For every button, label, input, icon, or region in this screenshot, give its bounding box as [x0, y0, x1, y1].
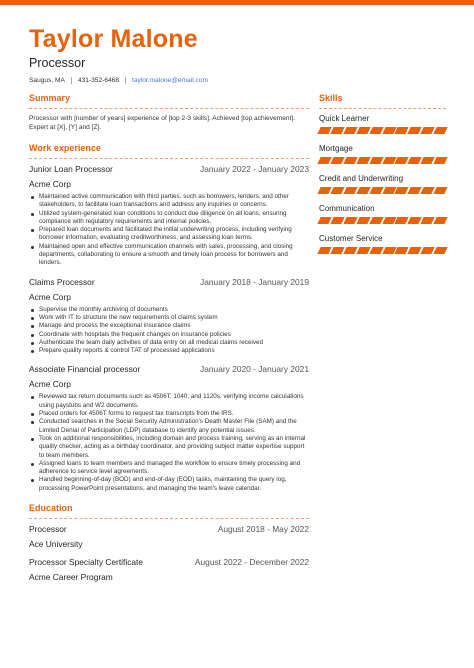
bullet-item: Assigned loans to team members and managed the workflow to ensure timely processing and adherence to service level agreements. — [29, 460, 309, 477]
skill-level-segment — [356, 187, 370, 194]
bullet-item: Manage and process the exceptional insurance claims — [29, 322, 309, 330]
bullet-item: Took on additional responsibilities, including domain and process training, serving as an internal quality checker, acting as a birthday coordinator, and providing subject matter expertise support to team members. — [29, 435, 309, 460]
skill-entry — [319, 234, 446, 254]
location-text: Saugus, MA — [29, 77, 65, 84]
skill-entry — [319, 114, 446, 134]
section-divider — [319, 108, 446, 109]
skill-level-segment — [330, 217, 344, 224]
side-column — [319, 92, 446, 264]
skill-level-segment — [356, 247, 370, 254]
job-bullets — [29, 306, 309, 356]
skill-entry — [319, 204, 446, 224]
email-link[interactable]: taylor.malone@email.com — [132, 77, 208, 84]
job-list — [29, 164, 309, 493]
summary-heading: Summary — [29, 93, 71, 103]
skills-heading: Skills — [319, 93, 343, 103]
bullet-item: Conducted searches in the Social Security Administration's Death Master File (SAM) and the Limited Denial of Participation (LDP) database to identify any potential issues. — [29, 418, 309, 435]
candidate-title: Processor — [29, 56, 86, 70]
skill-level-segment — [330, 187, 344, 194]
experience-heading: Work experience — [29, 143, 101, 153]
job-dates: January 2020 - January 2021 — [200, 364, 309, 375]
skill-level-segment — [330, 127, 344, 134]
job-dates: January 2018 - January 2019 — [200, 276, 309, 287]
job-header — [29, 364, 309, 375]
skill-level-segment — [356, 157, 370, 164]
skill-level-bar — [319, 217, 446, 224]
skill-level-segment — [434, 187, 448, 194]
bullet-item: Coordinate with hospitals the frequent changes on insurance policies — [29, 331, 309, 339]
skill-level-bar — [319, 127, 446, 134]
job-bullets — [29, 393, 309, 493]
education-entry — [29, 557, 309, 583]
summary-text: Processor with [number of years] experience of [top 2-3 skills]. Achieved [top achievement]. Expert at [X], [Y] and [Z]. — [29, 115, 296, 131]
skill-level-segment — [356, 217, 370, 224]
job-title: Claims Processor — [29, 276, 95, 287]
candidate-name: Taylor Malone — [29, 25, 198, 53]
job-entry — [29, 364, 309, 493]
skill-level-segment — [343, 157, 357, 164]
skills-section — [319, 92, 446, 254]
education-header — [29, 524, 309, 535]
job-company: Acme Corp — [29, 179, 71, 189]
job-entry — [29, 164, 309, 268]
skill-level-segment — [434, 127, 448, 134]
skill-entry — [319, 174, 446, 194]
bullet-item: Maintained open and effective communication channels with sales, processing, and closing departments, collaborating to ensure a smooth and timely loan process for borrowers and lenders. — [29, 243, 309, 268]
skill-level-segment — [343, 187, 357, 194]
phone-text: 431-352-6468 — [77, 77, 119, 84]
skill-level-segment — [369, 157, 383, 164]
skill-level-segment — [434, 247, 448, 254]
education-entry — [29, 524, 309, 550]
skill-level-segment — [330, 247, 344, 254]
skill-level-segment — [356, 127, 370, 134]
bullet-item: Reviewed tax return documents such as 4506T, 1040, and 1120s, verifying income calculations using paystubs and W2 documents. — [29, 393, 309, 410]
skill-level-segment — [434, 157, 448, 164]
job-title: Associate Financial processor — [29, 364, 141, 375]
skill-level-segment — [369, 187, 383, 194]
education-section — [29, 502, 309, 583]
bullet-item: Prepared loan documents and facilitated the initial underwriting process, including verifying borrower information, evaluating creditworthiness, and assessing loan terms. — [29, 226, 309, 243]
job-header — [29, 164, 309, 175]
education-degree: Processor Specialty Certificate — [29, 557, 144, 568]
skill-name: Credit and Underwriting — [319, 174, 404, 183]
job-bullets — [29, 193, 309, 268]
section-divider — [29, 518, 309, 519]
bullet-item: Prepare quality reports & control TAT of processed applications — [29, 347, 309, 355]
skill-name: Communication — [319, 204, 375, 213]
bullet-item: Placed orders for 4506T forms to request tax transcripts from the IRS. — [29, 410, 309, 418]
job-company: Acme Corp — [29, 291, 71, 302]
education-dates: August 2018 - May 2022 — [217, 524, 309, 535]
skill-level-segment — [369, 127, 383, 134]
skill-level-segment — [343, 127, 357, 134]
bullet-item: Maintained active communication with third parties, such as borrowers, lenders, and other stakeholders, to facilitate loan transactions and address any inquiries or concerns. — [29, 193, 309, 210]
skill-name: Quick Learner — [319, 114, 370, 123]
education-header — [29, 557, 309, 568]
education-heading: Education — [29, 503, 73, 514]
section-divider — [29, 158, 309, 159]
job-entry — [29, 277, 309, 356]
education-school: Acme Career Program — [29, 572, 113, 583]
skill-name: Mortgage — [319, 144, 353, 153]
experience-section — [29, 142, 309, 493]
skill-level-segment — [369, 217, 383, 224]
skill-entry — [319, 144, 446, 164]
contact-line — [29, 76, 449, 85]
skill-level-bar — [319, 157, 446, 164]
skill-level-segment — [343, 247, 357, 254]
skill-name: Customer Service — [319, 234, 383, 243]
bullet-item: Handled beginning-of-day (BOD) and end-of-day (EOD) tasks, maintaining the query log, processing PowerPoint presentations, and managing the team's leave calendar. — [29, 476, 309, 493]
bullet-item: Utilized system-generated loan conditions to conduct due diligence on all loans, ensuring compliance with regulatory requirements and internal policies. — [29, 210, 309, 227]
skill-list — [319, 114, 446, 254]
education-degree: Processor — [29, 524, 67, 535]
contact-divider — [71, 77, 72, 84]
contact-divider — [125, 77, 126, 84]
skill-level-segment — [434, 217, 448, 224]
bullet-item: Authenticate the team daily activities of data entry on all medical claims received — [29, 339, 309, 347]
skill-level-bar — [319, 247, 446, 254]
summary-section — [29, 92, 309, 132]
education-dates: August 2022 - December 2022 — [194, 557, 309, 568]
accent-top-bar — [0, 0, 474, 5]
job-title: Junior Loan Processor — [29, 164, 113, 174]
job-dates: January 2022 - January 2023 — [200, 164, 309, 174]
skill-level-segment — [369, 247, 383, 254]
job-header — [29, 277, 309, 288]
education-school: Ace University — [29, 539, 83, 550]
job-company: Acme Corp — [29, 379, 71, 390]
skill-level-segment — [343, 217, 357, 224]
resume-header — [29, 25, 449, 85]
main-column — [29, 92, 309, 590]
skill-level-bar — [319, 187, 446, 194]
bullet-item: Work with IT to structure the new requirements of claims system — [29, 314, 309, 322]
education-list — [29, 524, 309, 583]
skill-level-segment — [330, 157, 344, 164]
section-divider — [29, 108, 309, 109]
bullet-item: Supervise the monthly archiving of documents — [29, 306, 309, 314]
